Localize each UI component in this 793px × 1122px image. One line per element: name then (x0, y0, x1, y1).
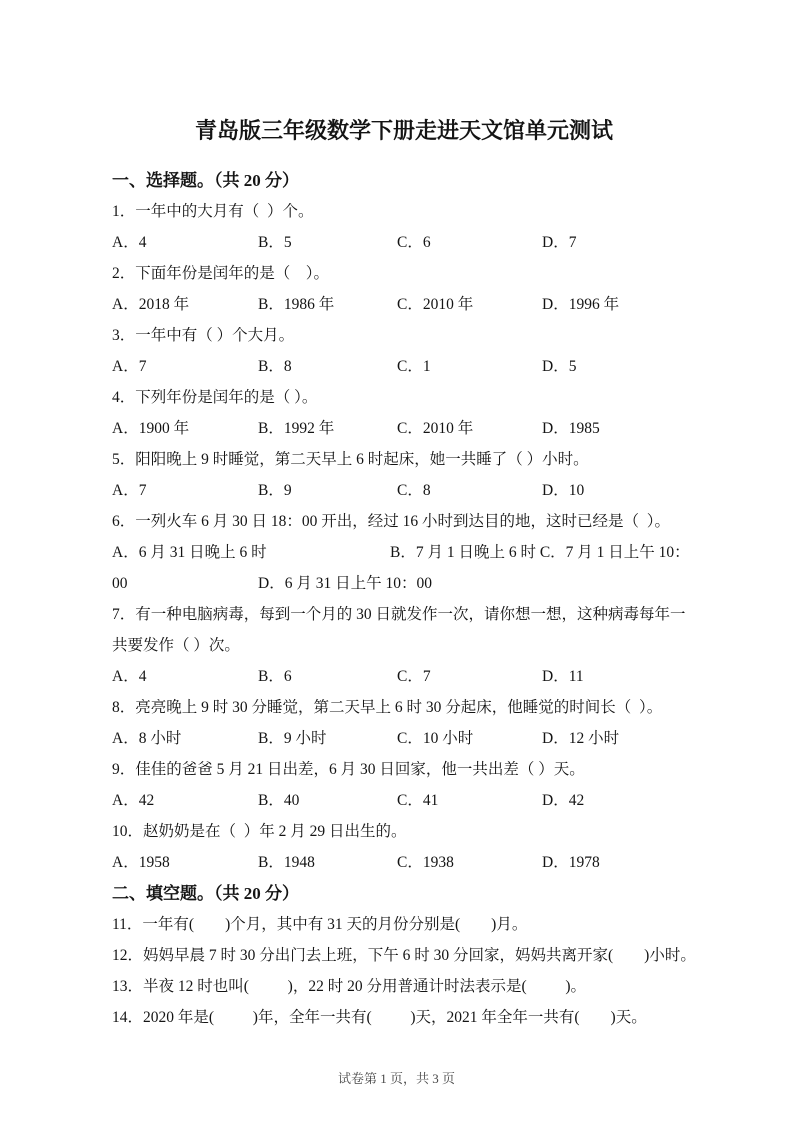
option-a: A．4 (112, 668, 147, 685)
option-c: C．1 (397, 358, 431, 375)
option-a: A．42 (112, 792, 155, 809)
option-b-c: B．7 月 1 日晚上 6 时 C．7 月 1 日上午 10： (390, 544, 690, 561)
option-d: D．10 (542, 482, 585, 499)
option-a: A．6 月 31 日晚上 6 时 (112, 544, 267, 561)
page-content (112, 110, 696, 1033)
question-2-stem: 2．下面年份是闰年的是（ ）。 (112, 265, 330, 282)
option-c: C．8 (397, 482, 431, 499)
question-8-stem: 8．亮亮晚上 9 时 30 分睡觉，第二天早上 6 时 30 分起床，他睡觉的时间长（ ）。 (112, 699, 663, 716)
option-c: C．10 小时 (397, 730, 474, 747)
option-a: A．8 小时 (112, 730, 182, 747)
question-3-stem: 3．一年中有（ ）个大月。 (112, 327, 295, 344)
question-6-options-row-2 (112, 568, 696, 599)
option-b: B．8 (258, 358, 292, 375)
page-title: 青岛版三年级数学下册走进天文馆单元测试 (194, 118, 613, 143)
section-two-heading: 二、填空题。（共 20 分） (112, 884, 299, 903)
option-b: B．1992 年 (258, 420, 335, 437)
question-4-options (112, 413, 696, 444)
question-13-stem: 13．半夜 12 时也叫( )，22 时 20 分用普通计时法表示是( )。 (112, 978, 587, 995)
option-b: B．1948 (258, 854, 315, 871)
option-b: B．6 (258, 668, 292, 685)
question-9-stem: 9．佳佳的爸爸 5 月 21 日出差，6 月 30 日回家，他一共出差（ ）天。 (112, 761, 585, 778)
option-d: D．5 (542, 358, 577, 375)
option-b: B．40 (258, 792, 300, 809)
option-a: A．2018 年 (112, 296, 190, 313)
option-d: D．1978 (542, 854, 600, 871)
question-5-stem: 5．阳阳晚上 9 时睡觉，第二天早上 6 时起床，她一共睡了（ ）小时。 (112, 451, 589, 468)
page-footer: 试卷第 1 页，共 3 页 (337, 1071, 455, 1086)
question-4-stem: 4．下列年份是闰年的是（ ）。 (112, 389, 318, 406)
option-c-continued: 00 (112, 575, 128, 592)
section-one-heading: 一、选择题。（共 20 分） (112, 171, 299, 190)
option-c: C．1938 (397, 854, 454, 871)
option-d: D．1996 年 (542, 296, 620, 313)
question-5-options (112, 475, 696, 506)
option-c: C．41 (397, 792, 439, 809)
option-d: D．1985 (542, 420, 600, 437)
question-11-stem: 11．一年有( )个月，其中有 31 天的月份分别是( )月。 (112, 916, 528, 933)
question-7-stem: 7．有一种电脑病毒，每到一个月的 30 日就发作一次，请你想一想，这种病毒每年一共要发作（ ）次。 (112, 606, 686, 654)
option-a: A．4 (112, 234, 147, 251)
option-d: D．42 (542, 792, 585, 809)
question-14-stem: 14．2020 年是( )年，全年一共有( )天，2021 年全年一共有( )天。 (112, 1009, 647, 1026)
option-b: B．9 小时 (258, 730, 327, 747)
question-10-stem: 10．赵奶奶是在（ ）年 2 月 29 日出生的。 (112, 823, 407, 840)
option-b: B．9 (258, 482, 292, 499)
question-12-stem: 12．妈妈早晨 7 时 30 分出门去上班，下午 6 时 30 分回家，妈妈共离开家( )小时。 (112, 947, 696, 964)
question-3-options (112, 351, 696, 382)
question-7-options (112, 661, 696, 692)
option-c: C．7 (397, 668, 431, 685)
question-1-options (112, 227, 696, 258)
option-b: B．5 (258, 234, 292, 251)
option-d: D．6 月 31 日上午 10：00 (258, 575, 432, 592)
question-6-stem: 6．一列火车 6 月 30 日 18：00 开出，经过 16 小时到达目的地，这时已经是（ ）。 (112, 513, 671, 530)
question-8-options (112, 723, 696, 754)
option-c: C．2010 年 (397, 420, 474, 437)
option-b: B．1986 年 (258, 296, 335, 313)
option-c: C．6 (397, 234, 431, 251)
question-10-options (112, 847, 696, 878)
option-a: A．1958 (112, 854, 170, 871)
option-a: A．7 (112, 358, 147, 375)
question-2-options (112, 289, 696, 320)
option-d: D．12 小时 (542, 730, 620, 747)
question-1-stem: 1．一年中的大月有（ ）个。 (112, 203, 314, 220)
option-d: D．7 (542, 234, 577, 251)
option-a: A．7 (112, 482, 147, 499)
option-d: D．11 (542, 668, 584, 685)
option-c: C．2010 年 (397, 296, 474, 313)
question-9-options (112, 785, 696, 816)
option-a: A．1900 年 (112, 420, 190, 437)
question-6-options-row-1 (112, 537, 696, 568)
